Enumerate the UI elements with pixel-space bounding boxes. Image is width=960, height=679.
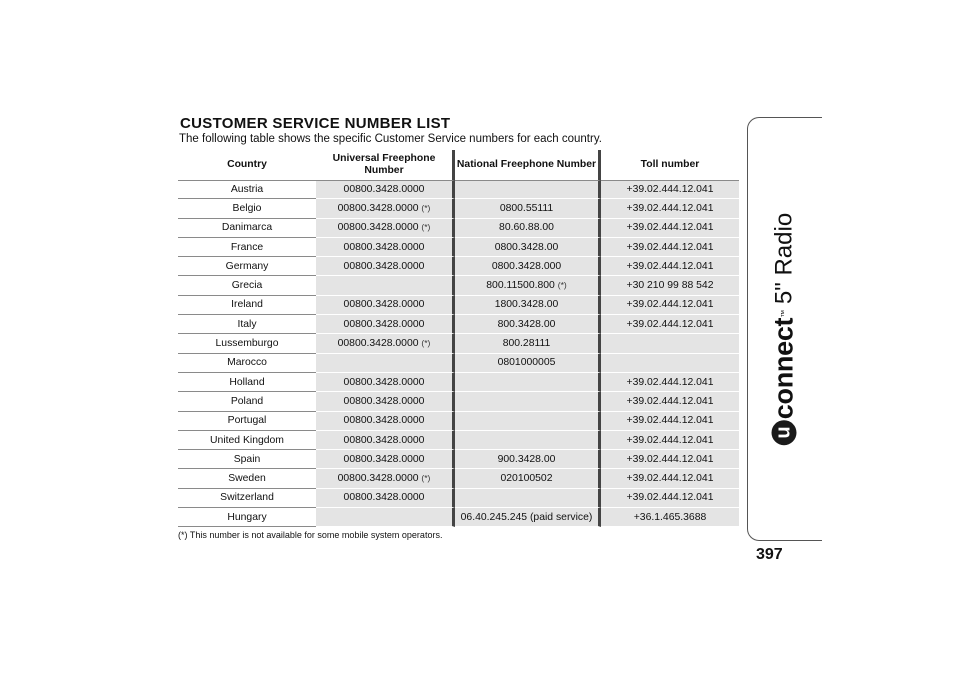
toll-number-cell xyxy=(601,412,739,431)
footnote-marker: (*) xyxy=(421,338,431,349)
national-freephone-cell xyxy=(455,392,601,411)
national-freephone-cell xyxy=(455,238,601,257)
country-cell-text: Grecia xyxy=(231,280,263,292)
country-cell-text: Germany xyxy=(225,260,269,272)
toll-number-cell-text: +30 210 99 88 542 xyxy=(626,280,714,292)
toll-number-cell-text: +39.02.444.12.041 xyxy=(626,318,714,330)
table-row xyxy=(178,469,739,488)
national-freephone-cell xyxy=(455,412,601,431)
footnote-marker: (*) xyxy=(421,222,431,233)
footnote: (*) This number is not available for some mobile system operators. xyxy=(178,530,443,540)
toll-number-cell xyxy=(601,276,739,295)
toll-number-cell-text: +39.02.444.12.041 xyxy=(626,492,714,504)
national-freephone-cell xyxy=(455,489,601,508)
toll-number-cell xyxy=(601,431,739,450)
universal-freephone-cell xyxy=(316,450,455,469)
national-freephone-cell-text: 06.40.245.245 (paid service) xyxy=(460,511,593,523)
national-freephone-cell xyxy=(455,334,601,353)
table-row xyxy=(178,431,739,450)
toll-number-cell xyxy=(601,469,739,488)
toll-number-cell-text: +39.02.444.12.041 xyxy=(626,473,714,485)
national-freephone-cell-text: 80.60.88.00 xyxy=(499,222,554,234)
radio-label: 5" Radio xyxy=(770,212,797,305)
table-row xyxy=(178,257,739,276)
toll-number-cell-text: +39.02.444.12.041 xyxy=(626,222,714,234)
table-row xyxy=(178,296,739,315)
toll-number-cell-text: +39.02.444.12.041 xyxy=(626,434,714,446)
universal-freephone-cell xyxy=(316,315,455,334)
country-cell-text: Marocco xyxy=(227,357,267,369)
national-freephone-cell-text: 0801000005 xyxy=(497,357,556,369)
universal-freephone-cell xyxy=(316,489,455,508)
toll-number-cell-text: +39.02.444.12.041 xyxy=(626,184,714,196)
national-freephone-cell xyxy=(455,373,601,392)
toll-number-cell xyxy=(601,180,739,199)
table-row xyxy=(178,315,739,334)
universal-freephone-cell-text: 00800.3428.0000 xyxy=(343,318,425,330)
universal-freephone-cell xyxy=(316,392,455,411)
toll-number-cell-text: +39.02.444.12.041 xyxy=(626,299,714,311)
national-freephone-cell xyxy=(455,450,601,469)
national-freephone-cell xyxy=(455,199,601,218)
u-circle-icon: u xyxy=(772,420,797,445)
universal-freephone-cell-text: 00800.3428.0000 xyxy=(343,299,425,311)
table-row xyxy=(178,450,739,469)
table-row xyxy=(178,238,739,257)
country-cell xyxy=(178,180,316,199)
national-freephone-cell xyxy=(455,354,601,373)
universal-freephone-cell xyxy=(316,238,455,257)
universal-freephone-cell xyxy=(316,180,455,199)
table-row xyxy=(178,219,739,238)
country-cell-text: Hungary xyxy=(227,511,267,523)
country-cell-text: Sweden xyxy=(228,473,266,485)
national-freephone-cell xyxy=(455,276,601,295)
universal-freephone-cell xyxy=(316,469,455,488)
country-cell xyxy=(178,219,316,238)
footnote-marker: (*) xyxy=(421,473,431,484)
country-cell xyxy=(178,392,316,411)
toll-number-cell xyxy=(601,257,739,276)
country-cell-text: Spain xyxy=(233,453,261,465)
country-cell-text: Holland xyxy=(229,376,265,388)
universal-freephone-cell-text: 00800.3428.0000 xyxy=(337,202,419,214)
toll-number-cell xyxy=(601,199,739,218)
toll-number-cell-text: +39.02.444.12.041 xyxy=(626,376,714,388)
trademark-symbol: ™ xyxy=(779,310,789,318)
header-country: Country xyxy=(227,159,267,170)
national-freephone-cell-text: 020100502 xyxy=(500,473,553,485)
national-freephone-cell xyxy=(455,296,601,315)
national-freephone-cell xyxy=(455,180,601,199)
universal-freephone-cell xyxy=(316,199,455,218)
universal-freephone-cell-text: 00800.3428.0000 xyxy=(343,453,425,465)
national-freephone-cell-text: 0800.3428.00 xyxy=(494,241,559,253)
country-cell-text: Portugal xyxy=(227,415,267,427)
national-freephone-cell xyxy=(455,315,601,334)
toll-number-cell xyxy=(601,489,739,508)
universal-freephone-cell xyxy=(316,354,455,373)
toll-number-cell xyxy=(601,219,739,238)
universal-freephone-cell-text: 00800.3428.0000 xyxy=(343,260,425,272)
table-row xyxy=(178,392,739,411)
table-row xyxy=(178,373,739,392)
universal-freephone-cell-text: 00800.3428.0000 xyxy=(343,415,425,427)
country-cell-text: Austria xyxy=(230,184,264,196)
toll-number-cell xyxy=(601,334,739,353)
table-row xyxy=(178,199,739,218)
universal-freephone-cell-text: 00800.3428.0000 xyxy=(337,338,419,350)
national-freephone-cell-text: 800.28111 xyxy=(502,338,551,350)
toll-number-cell xyxy=(601,354,739,373)
universal-freephone-cell xyxy=(316,412,455,431)
toll-number-cell-text: +39.02.444.12.041 xyxy=(626,260,714,272)
toll-number-cell-text: +36.1.465.3688 xyxy=(633,511,707,523)
universal-freephone-cell xyxy=(316,296,455,315)
universal-freephone-cell-text: 00800.3428.0000 xyxy=(337,222,419,234)
table-body xyxy=(178,180,739,527)
country-cell-text: Italy xyxy=(237,318,257,330)
country-cell xyxy=(178,373,316,392)
toll-number-cell-text: +39.02.444.12.041 xyxy=(626,453,714,465)
country-cell xyxy=(178,489,316,508)
country-cell xyxy=(178,257,316,276)
toll-number-cell-text: +39.02.444.12.041 xyxy=(626,395,714,407)
toll-number-cell xyxy=(601,315,739,334)
country-cell xyxy=(178,508,316,527)
page-title: CUSTOMER SERVICE NUMBER LIST xyxy=(180,115,451,132)
table-header-row xyxy=(178,150,739,180)
country-cell xyxy=(178,354,316,373)
universal-freephone-cell-text: 00800.3428.0000 xyxy=(337,473,419,485)
universal-freephone-cell-text: 00800.3428.0000 xyxy=(343,492,425,504)
country-cell-text: France xyxy=(230,241,264,253)
table-row xyxy=(178,334,739,353)
toll-number-cell-text: +39.02.444.12.041 xyxy=(626,202,714,214)
universal-freephone-cell xyxy=(316,334,455,353)
side-label-inner xyxy=(769,213,800,445)
toll-number-cell xyxy=(601,373,739,392)
country-cell-text: United Kingdom xyxy=(210,434,284,446)
national-freephone-cell-text: 800.3428.00 xyxy=(497,318,556,330)
toll-number-cell xyxy=(601,238,739,257)
national-freephone-cell-text: 0800.3428.000 xyxy=(491,260,562,272)
country-cell-text: Belgio xyxy=(232,202,262,214)
national-freephone-cell-text: 0800.55111 xyxy=(499,202,554,214)
national-freephone-cell-text: 900.3428.00 xyxy=(497,453,556,465)
toll-number-cell xyxy=(601,392,739,411)
table-row xyxy=(178,508,739,527)
country-cell xyxy=(178,315,316,334)
country-cell xyxy=(178,412,316,431)
country-cell xyxy=(178,469,316,488)
page-subtitle: The following table shows the specific Customer Service numbers for each country. xyxy=(179,133,602,145)
country-cell xyxy=(178,334,316,353)
country-cell-text: Ireland xyxy=(231,299,263,311)
toll-number-cell xyxy=(601,296,739,315)
country-cell-text: Poland xyxy=(230,395,264,407)
universal-freephone-cell-text: 00800.3428.0000 xyxy=(343,395,425,407)
country-cell xyxy=(178,431,316,450)
header-toll-number: Toll number xyxy=(640,159,700,170)
header-universal-freephone: Universal Freephone Number xyxy=(316,150,455,180)
universal-freephone-cell xyxy=(316,219,455,238)
country-cell-text: Switzerland xyxy=(220,492,274,504)
table-row xyxy=(178,276,739,295)
national-freephone-cell xyxy=(455,219,601,238)
toll-number-cell-text: +39.02.444.12.041 xyxy=(626,415,714,427)
country-cell xyxy=(178,199,316,218)
national-freephone-cell-text: 800.11500.800 xyxy=(486,280,555,292)
country-cell xyxy=(178,238,316,257)
national-freephone-cell-text: 1800.3428.00 xyxy=(494,299,559,311)
country-cell-text: Lussemburgo xyxy=(215,338,279,350)
toll-number-cell xyxy=(601,450,739,469)
universal-freephone-cell-text: 00800.3428.0000 xyxy=(343,376,425,388)
national-freephone-cell xyxy=(455,469,601,488)
toll-number-cell xyxy=(601,508,739,527)
country-cell-text: Danimarca xyxy=(221,222,273,234)
national-freephone-cell xyxy=(455,257,601,276)
universal-freephone-cell-text: 00800.3428.0000 xyxy=(343,241,425,253)
national-freephone-cell xyxy=(455,508,601,527)
universal-freephone-cell-text: 00800.3428.0000 xyxy=(343,434,425,446)
universal-freephone-cell xyxy=(316,373,455,392)
table-row xyxy=(178,412,739,431)
footnote-marker: (*) xyxy=(421,202,431,213)
uconnect-logo xyxy=(769,310,800,445)
customer-service-table xyxy=(178,150,739,527)
table-row xyxy=(178,489,739,508)
page-number: 397 xyxy=(756,546,783,563)
country-cell xyxy=(178,276,316,295)
national-freephone-cell xyxy=(455,431,601,450)
universal-freephone-cell xyxy=(316,431,455,450)
table-row xyxy=(178,180,739,199)
country-cell xyxy=(178,296,316,315)
universal-freephone-cell xyxy=(316,508,455,527)
toll-number-cell-text: +39.02.444.12.041 xyxy=(626,241,714,253)
universal-freephone-cell xyxy=(316,276,455,295)
universal-freephone-cell xyxy=(316,257,455,276)
universal-freephone-cell-text: 00800.3428.0000 xyxy=(343,184,425,196)
header-national-freephone: National Freephone Number xyxy=(455,150,601,180)
country-cell xyxy=(178,450,316,469)
uconnect-wordmark: connect xyxy=(768,317,799,420)
footnote-marker: (*) xyxy=(557,280,567,291)
table-row xyxy=(178,354,739,373)
